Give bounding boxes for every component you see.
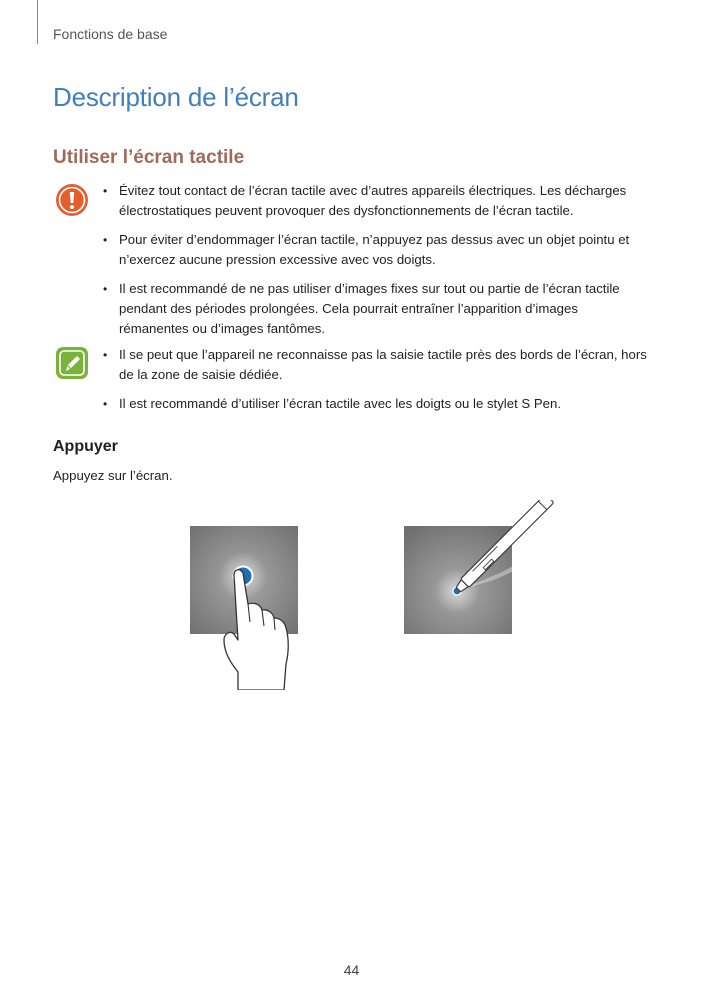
list-item (103, 394, 648, 414)
warning-text: Il est recommandé de ne pas utiliser d’images fixes sur tout ou partie de l’écran tactile pendant des périodes prolongées. Cela pourrait entraîner l’apparition d’images rémanentes ou d’images fantômes. (119, 281, 620, 336)
note-list (103, 345, 648, 423)
section-label: Fonctions de base (53, 26, 168, 42)
list-item (103, 181, 648, 221)
section-heading: Utiliser l’écran tactile (53, 147, 245, 168)
caution-icon (55, 183, 89, 217)
bullet-icon: • (103, 397, 108, 411)
list-item (103, 279, 648, 339)
page-title: Description de l’écran (53, 82, 299, 112)
note-text: Il est recommandé d’utiliser l’écran tactile avec les doigts ou le stylet S Pen. (119, 396, 561, 411)
warning-list (103, 181, 648, 348)
header-divider (37, 0, 38, 44)
warning-text: Évitez tout contact de l’écran tactile avec d’autres appareils électriques. Les décharges électrostatiques peuvent provoquer des dysfonctionnements de l’écran tactile. (119, 183, 627, 218)
bullet-icon: • (103, 282, 108, 296)
note-text: Il se peut que l’appareil ne reconnaisse pas la saisie tactile près des bords de l’écran, hors de la zone de saisie dédiée. (119, 347, 647, 382)
instruction-text: Appuyez sur l’écran. (53, 468, 173, 483)
finger-tap-illustration (188, 522, 323, 690)
bullet-icon: • (103, 348, 108, 362)
bullet-icon: • (103, 233, 108, 247)
note-pen-icon (55, 346, 89, 380)
spen-tap-illustration (402, 500, 562, 636)
bullet-icon: • (103, 184, 108, 198)
list-item (103, 230, 648, 270)
subsection-title: Appuyer (53, 438, 118, 455)
warning-text: Pour éviter d’endommager l’écran tactile, n’appuyez pas dessus avec un objet pointu et n’exercez aucune pression excessive avec vos doigts. (119, 232, 630, 267)
page-number: 44 (343, 962, 360, 978)
list-item (103, 345, 648, 385)
